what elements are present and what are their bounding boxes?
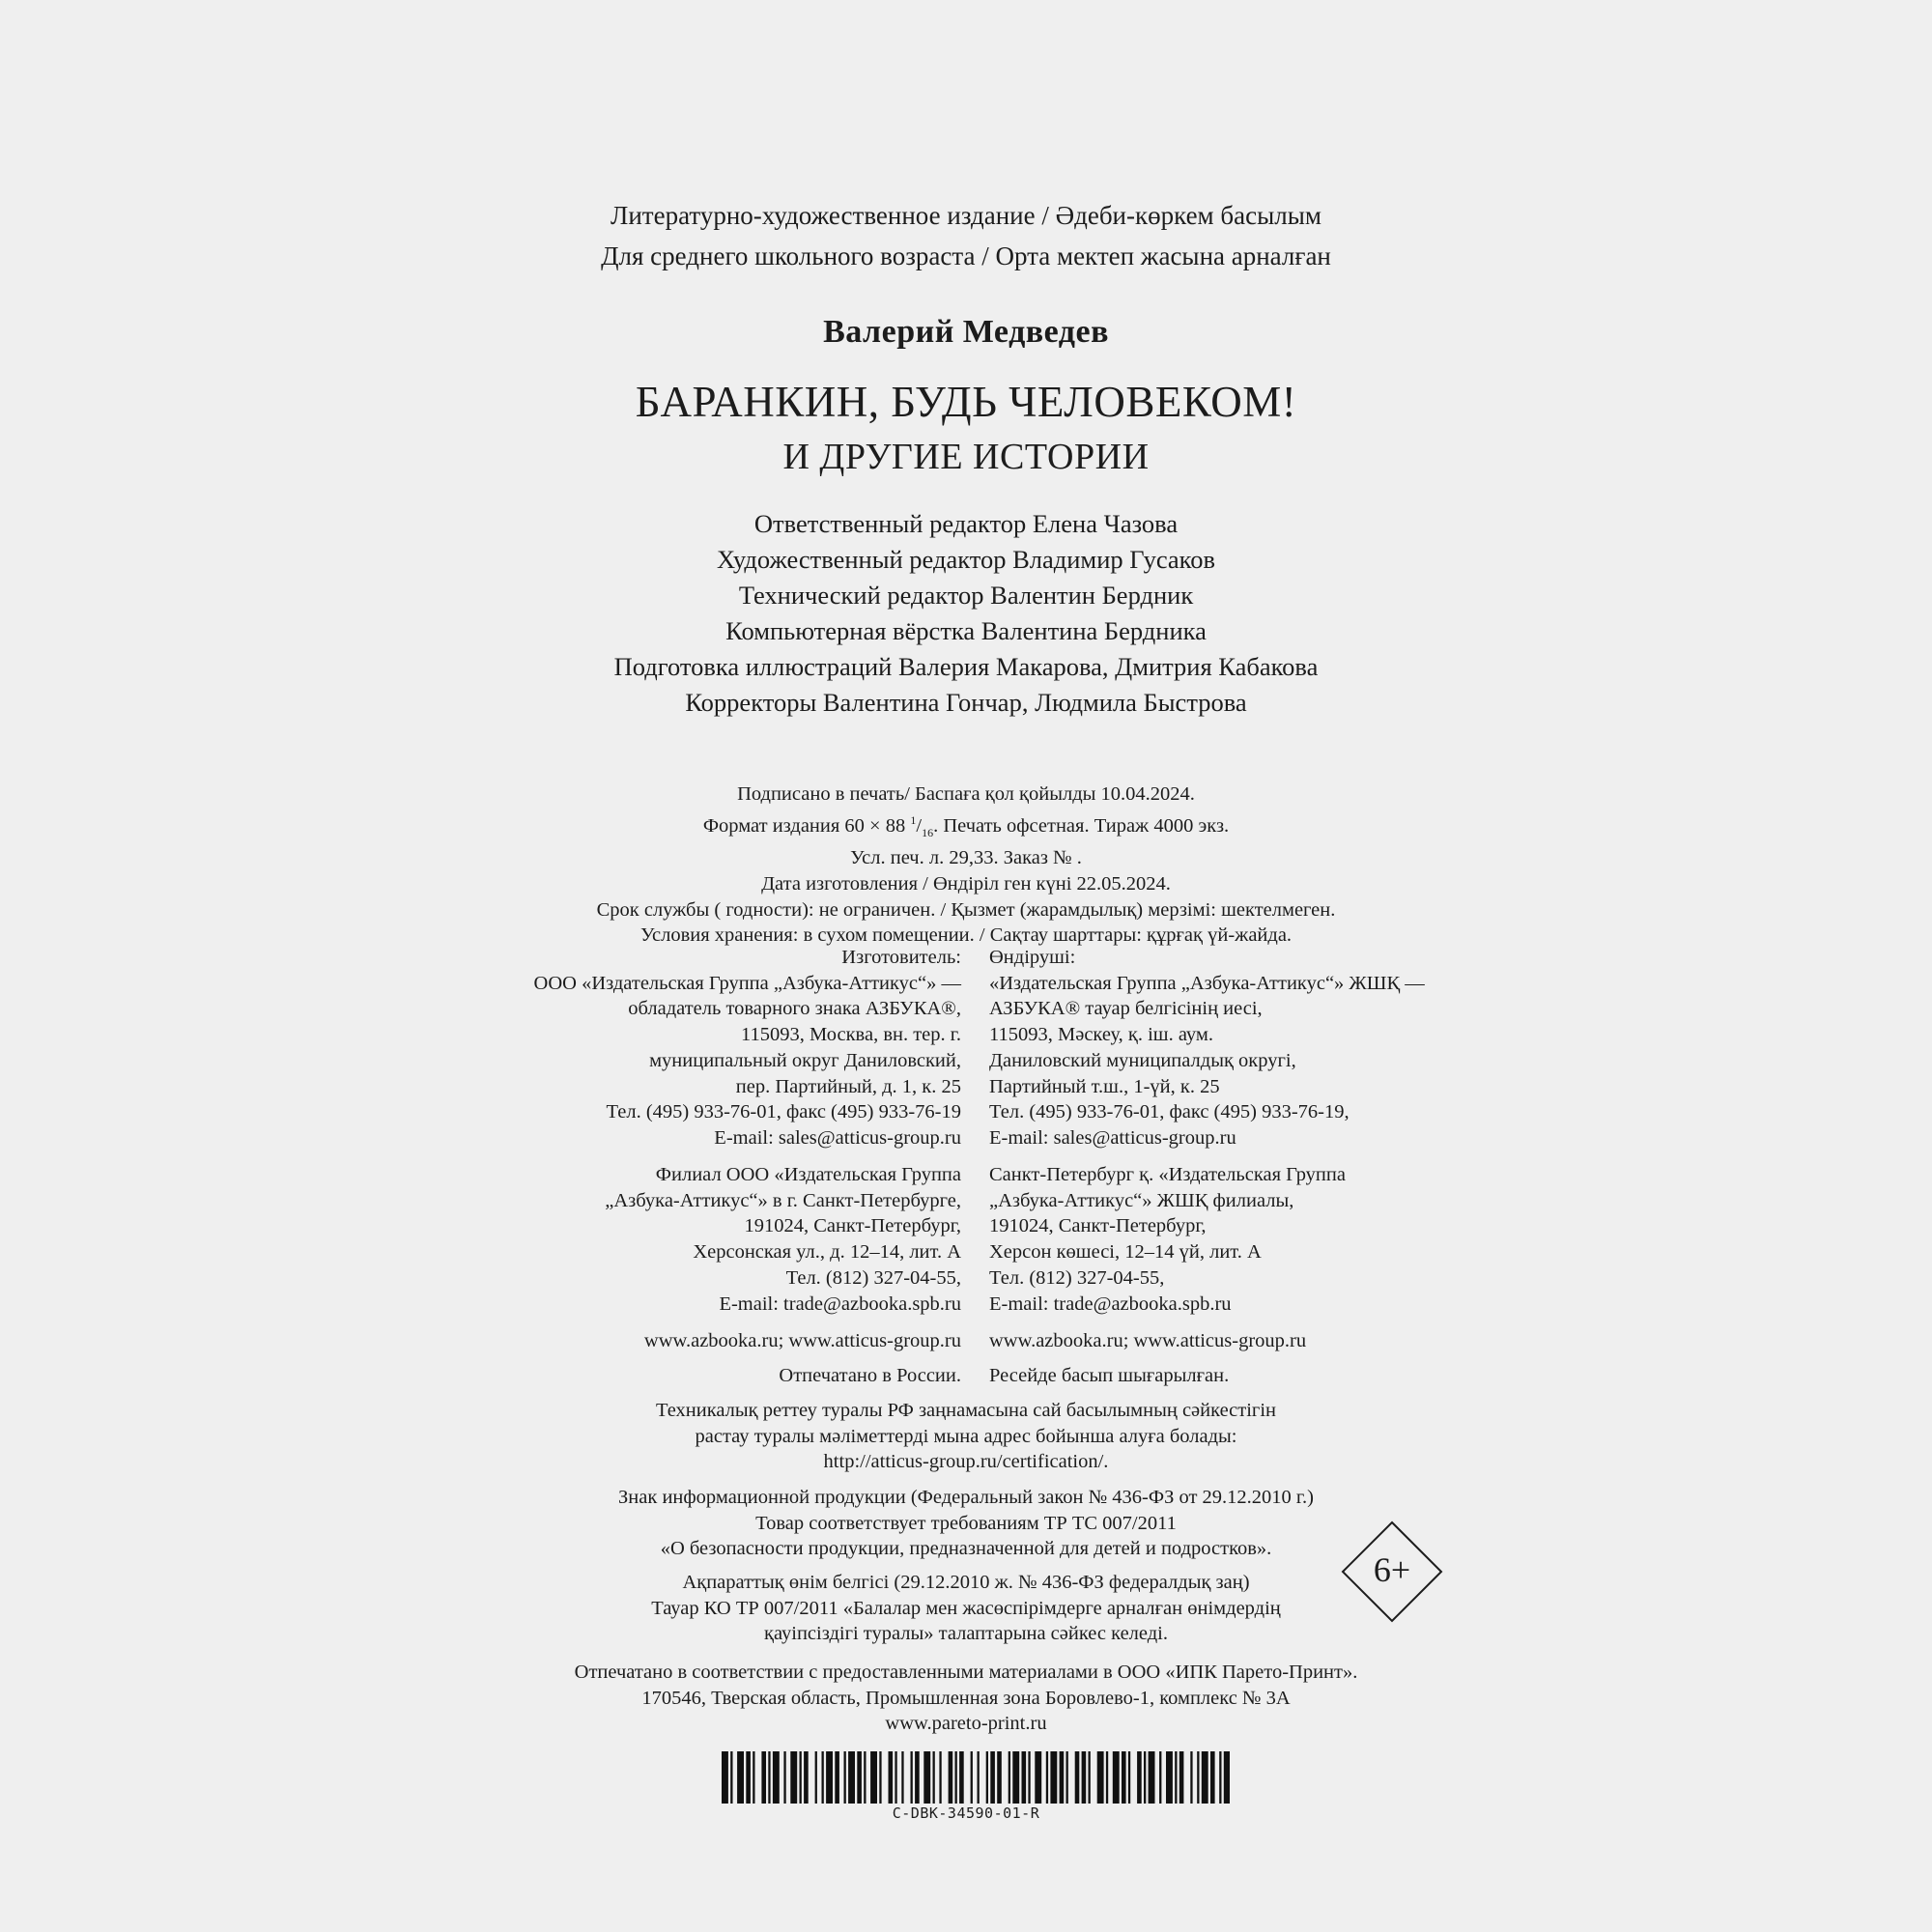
barcode-bar [1137,1751,1142,1804]
barcode-bar [1190,1751,1192,1804]
barcode-bar [986,1751,988,1804]
branch-ru-line: 191024, Санкт-Петербург, [744,1215,961,1237]
barcode-bar [1012,1751,1019,1804]
barcode-bar [1060,1751,1065,1804]
barcode-bar [939,1751,941,1804]
credit-line: Художественный редактор Владимир Гусаков [717,545,1215,574]
barcode-bar [1028,1751,1030,1804]
branch-ru-line: Тел. (812) 327-04-55, [785,1266,961,1289]
credit-line: Технический редактор Валентин Бердник [738,581,1194,610]
barcode-bar [730,1751,732,1804]
barcode-bar [997,1751,1002,1804]
barcode-bar [949,1751,953,1804]
barcode-bar [1122,1751,1126,1804]
barcode-bar [722,1751,728,1804]
manufacturer-kz-line: Тел. (495) 933-76-01, факс (495) 933-76-19, [989,1101,1350,1123]
printed-in-kz: Ресейде басып шығарылған. [989,1365,1230,1386]
manufacturer-ru-line: E-mail: sales@atticus-group.ru [714,1126,961,1149]
branch-kz-line: E-mail: trade@azbooka.spb.ru [989,1293,1232,1315]
manufacturer-ru-line: муниципальный округ Даниловский, [649,1049,961,1071]
barcode-bar [768,1751,770,1804]
credit-line: Компьютерная вёрстка Валентина Бердника [725,616,1207,645]
barcode-bar [804,1751,809,1804]
barcode-bar [835,1751,839,1804]
manufacturer-kz-line: Өндіруші: [989,947,1076,968]
branch-kz-line: 191024, Санкт-Петербург, [989,1215,1207,1237]
info-mark-kz-line: қауіпсіздігі туралы» талаптарына сәйкес келеді. [763,1623,1168,1645]
barcode-bar [911,1751,913,1804]
barcode-bar [1089,1751,1091,1804]
barcode-bar [1166,1751,1173,1804]
websites-kz: www.azbooka.ru; www.atticus-group.ru [989,1330,1307,1351]
barcode-bar [1022,1751,1027,1804]
barcode-bar [933,1751,935,1804]
barcode [722,1751,1230,1804]
printed-in-ru: Отпечатано в России. [779,1365,961,1386]
sheets-line: Усл. печ. л. 29,33. Заказ № . [850,847,1082,869]
barcode-bar [955,1751,957,1804]
genre-block [0,195,1932,276]
barcode-bar [1035,1751,1041,1804]
barcode-bar [1175,1751,1177,1804]
barcode-bar [915,1751,920,1804]
info-mark-ru-line: Знак информационной продукции (Федеральный закон № 436-ФЗ от 29.12.2010 г.) [618,1487,1314,1508]
certification-line: растау туралы мәліметтерді мына адрес бойынша алуға болады: [695,1425,1237,1447]
manufacturer-ru-line: Тел. (495) 933-76-01, факс (495) 933-76-19 [606,1101,961,1123]
signed-line: Подписано в печать/ Баспаға қол қойылды 10.04.2024. [737,783,1195,805]
manufacturer-kz [989,945,1425,1151]
certification-line: Техникалық реттеу туралы РФ заңнамасына сай басылымның сәйкестігін [655,1400,1277,1421]
barcode-text: C-DBK-34590-01-R [892,1804,1040,1822]
barcode-bar [1097,1751,1104,1804]
barcode-bar [1202,1751,1208,1804]
barcode-bar [1149,1751,1155,1804]
branch-ru [605,1162,961,1317]
barcode-bar [773,1751,780,1804]
manufacturer-kz-line: Даниловский муниципалдық округі, [989,1049,1296,1071]
manufacturer-kz-line: E-mail: sales@atticus-group.ru [989,1126,1236,1149]
age-rating: 6+ [1373,1550,1411,1589]
manufacturer-ru-line: Изготовитель: [841,947,961,968]
barcode-bar [783,1751,785,1804]
barcode-bar [923,1751,930,1804]
printer-line: www.pareto-print.ru [885,1713,1047,1735]
barcode-bar [879,1751,881,1804]
barcode-bar [959,1751,964,1804]
barcode-bar [971,1751,973,1804]
storage-line: Условия хранения: в сухом помещении. / Сақтау шарттары: құрғақ үй-жайда. [639,924,1293,947]
audience-line: Для среднего школьного возраста / Орта мектеп жасына арналған [601,242,1331,270]
branch-kz-line: Херсон көшесі, 12–14 үй, лит. А [989,1241,1262,1264]
barcode-bar [1066,1751,1068,1804]
manufacturer-kz-line: «Издательская Группа „Азбука-Аттикус“» ЖШҚ — [989,972,1425,994]
barcode-bar [1144,1751,1146,1804]
manufacturer-kz-line: Партийный т.ш., 1-үй, к. 25 [989,1075,1220,1097]
barcode-bar [815,1751,817,1804]
printer-line: Отпечатано в соответствии с предоставленными материалами в ООО «ИПК Парето-Принт». [574,1662,1358,1683]
barcode-bar [1106,1751,1108,1804]
info-mark-ru-block [0,1485,1932,1562]
info-mark-ru-line: Товар соответствует требованиям ТР ТС 007/2011 [755,1512,1177,1534]
branch-kz [989,1162,1346,1317]
barcode-bar [761,1751,766,1804]
author-name: Валерий Медведев [823,314,1109,350]
barcode-bar [848,1751,855,1804]
barcode-bar [1009,1751,1010,1804]
barcode-bar [857,1751,862,1804]
barcode-bar [1050,1751,1057,1804]
credit-line: Корректоры Валентина Гончар, Людмила Быстрова [685,688,1247,717]
branch-kz-line: „Азбука-Аттикус“» ЖШҚ филиалы, [989,1189,1294,1211]
info-mark-kz-line: Тауар КО ТР 007/2011 «Балалар мен жасөспірімдерге арналған өнімдердің [651,1597,1281,1619]
barcode-bar [1128,1751,1130,1804]
manufacturer-ru-line: ООО «Издательская Группа „Азбука-Аттикус“» — [533,972,961,994]
manufacturer-ru-line: обладатель товарного знака АЗБУКА®, [628,998,961,1020]
certification-block [0,1398,1932,1475]
printer-line: 170546, Тверская область, Промышленная зона Боровлево-1, комплекс № 3А [641,1687,1291,1709]
format-line: Формат издания 60 × 88 $^1/_{16}$. Печать офсетная. Тираж 4000 экз. [702,812,1230,839]
barcode-bar [1179,1751,1184,1804]
barcode-bar [895,1751,896,1804]
branch-ru-line: Филиал ООО «Издательская Группа [655,1164,961,1185]
genre-line: Литературно-художественное издание / Әдеби-көркем басылым [611,201,1321,230]
barcode-bar [901,1751,903,1804]
barcode-bar [746,1751,751,1804]
shelf-life-line: Срок службы ( годности): не ограничен. / Қызмет (жарамдылық) мерзімі: шектелмеген. [596,898,1336,921]
credit-line: Подготовка иллюстраций Валерия Макарова, Дмитрия Кабакова [613,652,1319,681]
branch-ru-line: Херсонская ул., д. 12–14, лит. А [693,1241,961,1264]
manufacturer-ru-line: пер. Партийный, д. 1, к. 25 [735,1075,961,1097]
print-info-block [0,781,1932,949]
manufacture-date-line: Дата изготовления / Өндіріл ген күні 22.05.2024. [761,873,1171,895]
book-title: БАРАНКИН, БУДЬ ЧЕЛОВЕКОМ! [635,378,1297,426]
manufacturer-ru [534,945,961,1151]
barcode-bar [1046,1751,1048,1804]
barcode-bar [864,1751,866,1804]
branch-ru-line: E-mail: trade@azbooka.spb.ru [719,1293,961,1315]
barcode-bar [822,1751,824,1804]
barcode-bar [737,1751,744,1804]
branch-ru-line: „Азбука-Аттикус“» в г. Санкт-Петербурге, [605,1189,961,1211]
barcode-bar [753,1751,754,1804]
credit-line: Ответственный редактор Елена Чазова [753,509,1179,538]
websites-ru: www.azbooka.ru; www.atticus-group.ru [643,1330,961,1351]
format-denominator: 16 [922,825,934,839]
barcode-bar [1197,1751,1199,1804]
barcode-bar [1159,1751,1161,1804]
manufacturer-kz-line: АЗБУКА® тауар белгісінің иесі, [989,998,1263,1020]
format-suffix: . Печать офсетная. Тираж 4000 экз. [933,814,1230,837]
certification-line: http://atticus-group.ru/certification/. [823,1451,1109,1473]
info-mark-kz-line: Ақпараттық өнім белгісі (29.12.2010 ж. № 436-ФЗ федералдық заң) [682,1572,1250,1593]
barcode-bar [1082,1751,1087,1804]
format-prefix: Формат издания 60 × 88 [702,814,911,837]
manufacturer-kz-line: 115093, Мәскеу, қ. іш. аум. [989,1024,1213,1046]
barcode-bar [1219,1751,1221,1804]
barcode-bar [844,1751,846,1804]
barcode-bar [870,1751,877,1804]
barcode-bar [790,1751,797,1804]
barcode-bar [889,1751,894,1804]
barcode-bar [1113,1751,1120,1804]
credits-block [0,506,1932,721]
book-subtitle: И ДРУГИЕ ИСТОРИИ [782,437,1150,477]
barcode-bar [800,1751,802,1804]
barcode-bar [1224,1751,1230,1804]
barcode-bar [826,1751,833,1804]
barcode-bar [990,1751,995,1804]
barcode-bar [1210,1751,1215,1804]
info-mark-ru-line: «О безопасности продукции, предназначенной для детей и подростков». [660,1538,1272,1560]
branch-kz-line: Санкт-Петербург қ. «Издательская Группа [989,1164,1346,1185]
branch-kz-line: Тел. (812) 327-04-55, [989,1266,1165,1289]
barcode-bar [978,1751,980,1804]
printer-block [0,1660,1932,1737]
manufacturer-ru-line: 115093, Москва, вн. тер. г. [741,1024,961,1046]
info-mark-kz-block [0,1570,1932,1647]
format-numerator: 1 [910,812,917,827]
barcode-bar [1075,1751,1080,1804]
